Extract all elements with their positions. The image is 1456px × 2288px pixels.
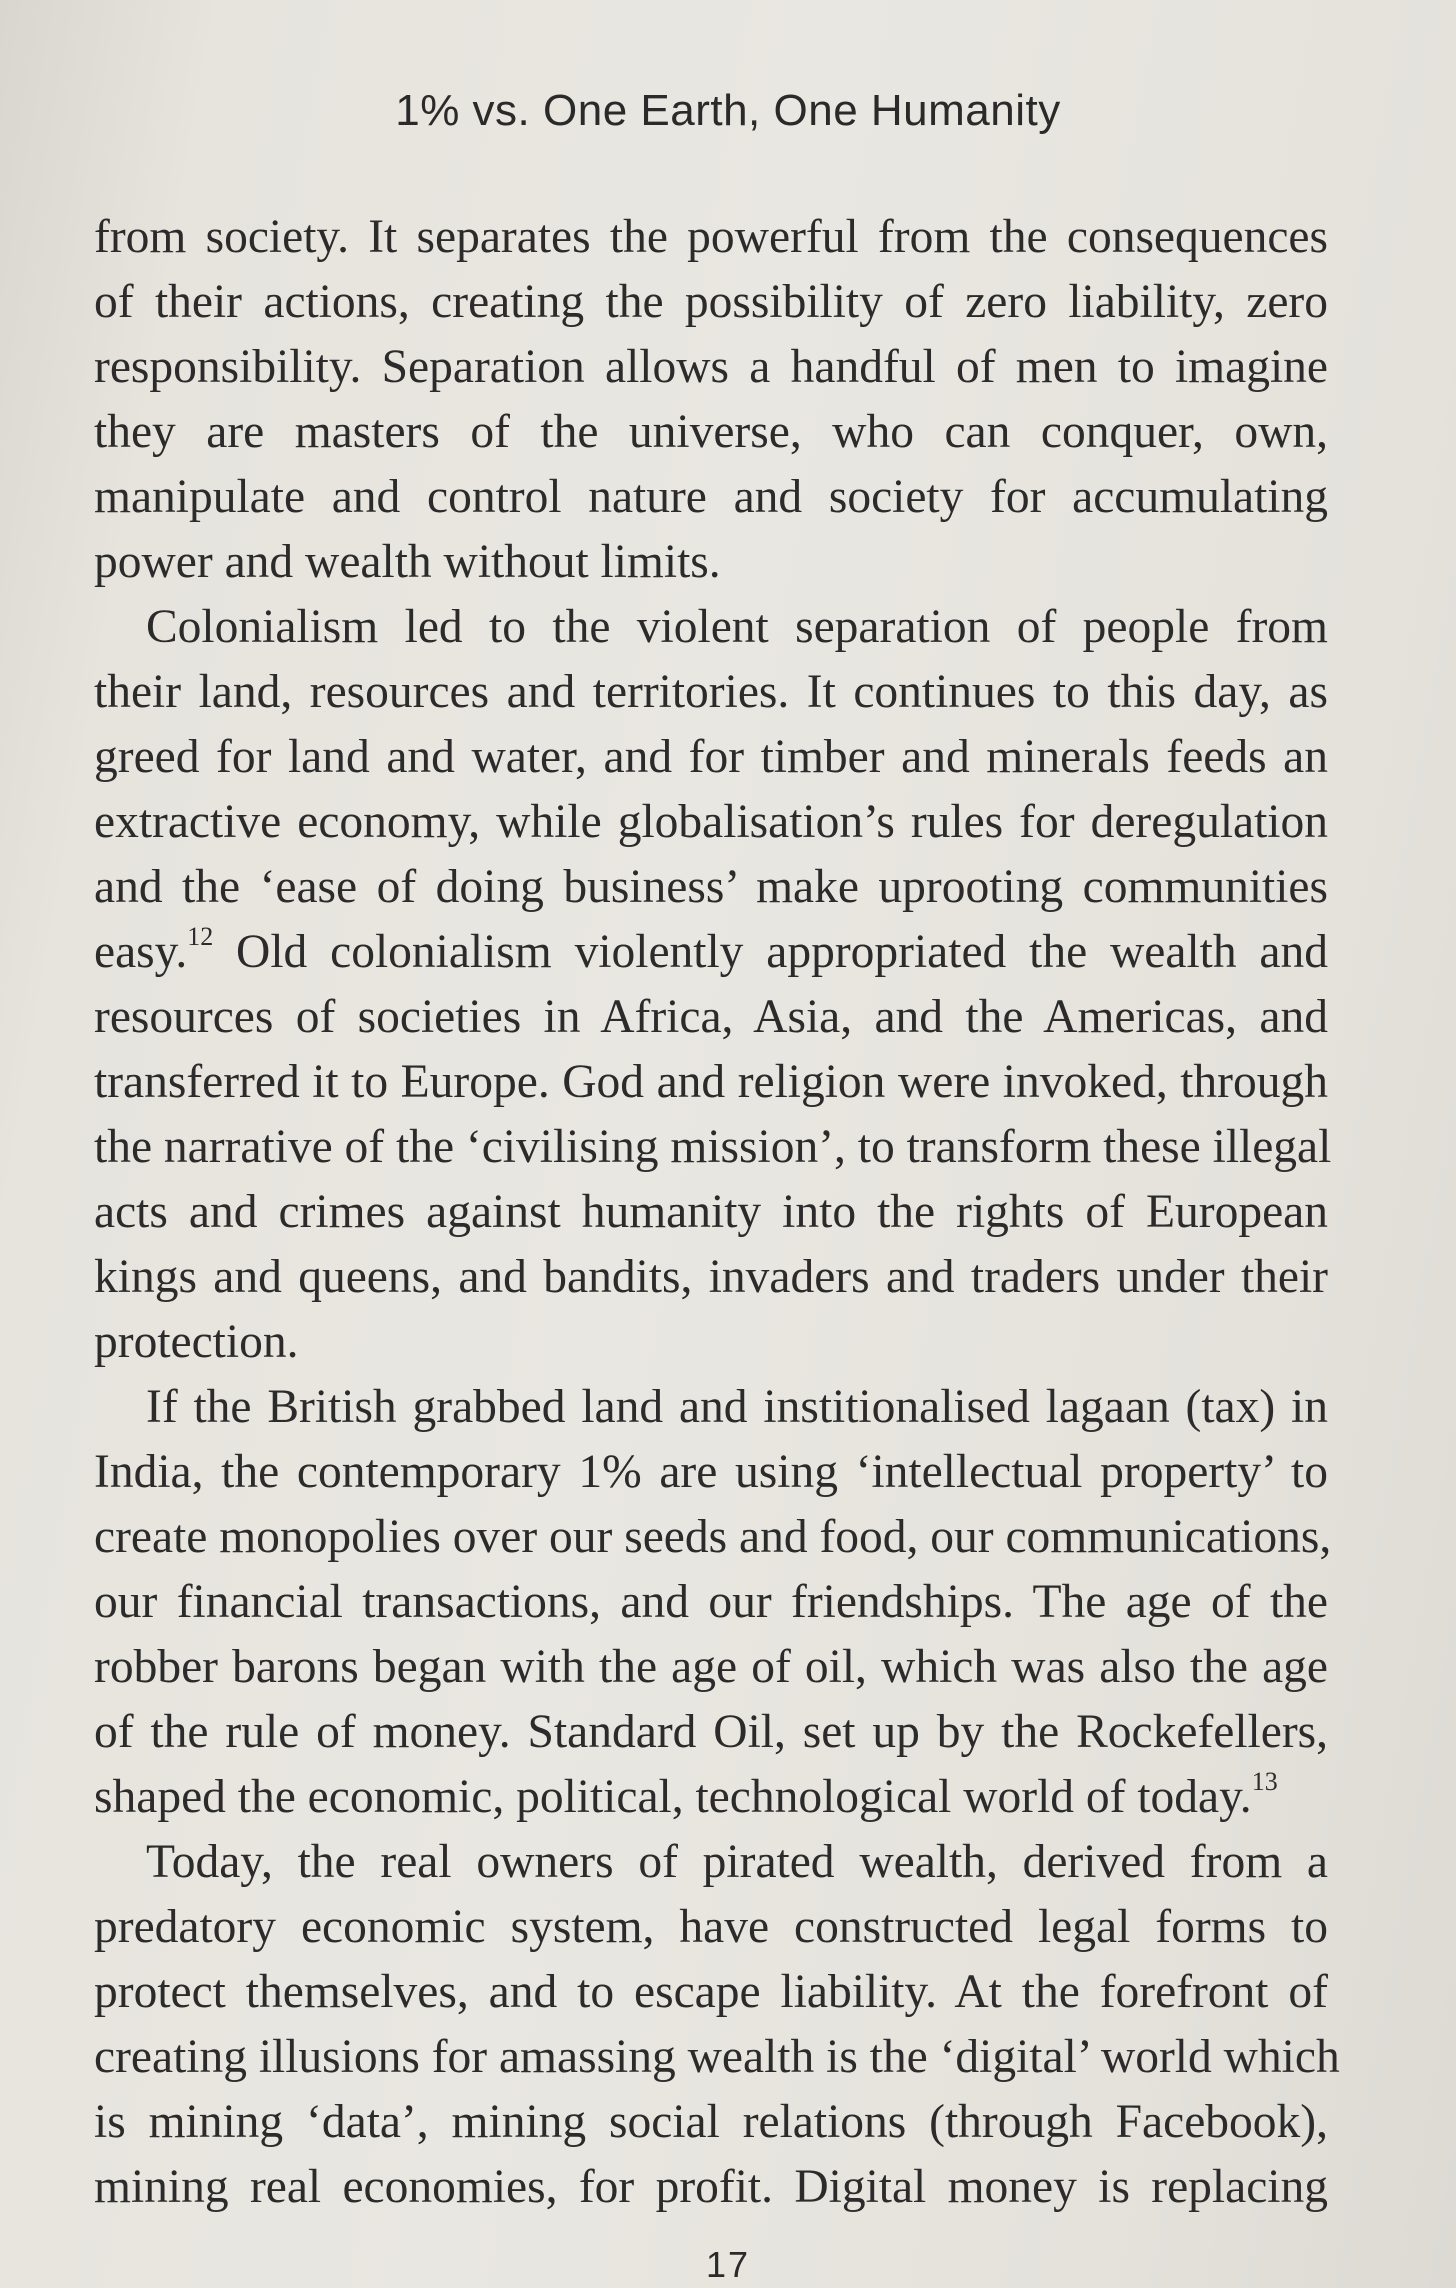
footnote-ref: 13: [1251, 1767, 1278, 1796]
body-text: [94, 205, 1340, 2220]
text-line: predatory economic system, have constructed legal forms to: [94, 1901, 1328, 1953]
running-head: 1% vs. One Earth, One Humanity: [395, 86, 1061, 135]
text-line: resources of societies in Africa, Asia, and the Americas, and: [94, 991, 1328, 1043]
text-line: power and wealth without limits.: [94, 536, 721, 588]
text-line: transferred it to Europe. God and religion were invoked, through: [94, 1056, 1328, 1108]
text-line: easy.$^{12}$ Old colonialism violently appropriated the wealth and: [94, 922, 1328, 978]
text-line: responsibility. Separation allows a handful of men to imagine: [94, 341, 1328, 393]
paragraph: [94, 595, 1332, 1375]
text-line: Today, the real owners of pirated wealth, derived from a: [146, 1836, 1328, 1888]
text-line: from society. It separates the powerful from the consequences: [94, 211, 1328, 263]
text-line: India, the contemporary 1% are using ‘intellectual property’ to: [94, 1446, 1328, 1498]
text-line: they are masters of the universe, who can conquer, own,: [94, 406, 1328, 458]
footnote-ref: 12: [187, 922, 214, 951]
text-line: create monopolies over our seeds and food, our communications,: [94, 1511, 1332, 1563]
text-line: greed for land and water, and for timber and minerals feeds an: [94, 731, 1328, 783]
text-line: kings and queens, and bandits, invaders and traders under their: [94, 1251, 1328, 1303]
text-line: is mining ‘data’, mining social relations (through Facebook),: [94, 2096, 1328, 2148]
page-number: 17: [705, 2244, 751, 2285]
text-line: their land, resources and territories. It continues to this day, as: [94, 666, 1328, 718]
text-line: robber barons began with the age of oil, which was also the age: [94, 1641, 1328, 1693]
text-line: protection.: [94, 1316, 299, 1368]
paragraph: [94, 1375, 1332, 1830]
text-line: mining real economies, for profit. Digital money is replacing: [94, 2161, 1328, 2213]
text-line: protect themselves, and to escape liability. At the forefront of: [94, 1966, 1328, 2018]
text-line: our financial transactions, and our friendships. The age of the: [94, 1576, 1328, 1628]
text-line: of the rule of money. Standard Oil, set up by the Rockefellers,: [94, 1706, 1328, 1758]
text-line: shaped the economic, political, technological world of today.$^{13}$: [94, 1767, 1278, 1823]
text-line: manipulate and control nature and society for accumulating: [94, 471, 1328, 523]
text-line: Colonialism led to the violent separation of people from: [146, 601, 1328, 653]
paragraph: [94, 205, 1328, 595]
text-line: acts and crimes against humanity into the rights of European: [94, 1186, 1328, 1238]
text-line: extractive economy, while globalisation’s rules for deregulation: [94, 796, 1328, 848]
text-line: and the ‘ease of doing business’ make uprooting communities: [94, 861, 1328, 913]
text-line: of their actions, creating the possibility of zero liability, zero: [94, 276, 1328, 328]
text-line: If the British grabbed land and institionalised lagaan (tax) in: [146, 1381, 1328, 1433]
text-line: the narrative of the ‘civilising mission’, to transform these illegal: [94, 1121, 1332, 1173]
text-line: creating illusions for amassing wealth is the ‘digital’ world which: [94, 2031, 1340, 2083]
paragraph: [94, 1830, 1340, 2220]
